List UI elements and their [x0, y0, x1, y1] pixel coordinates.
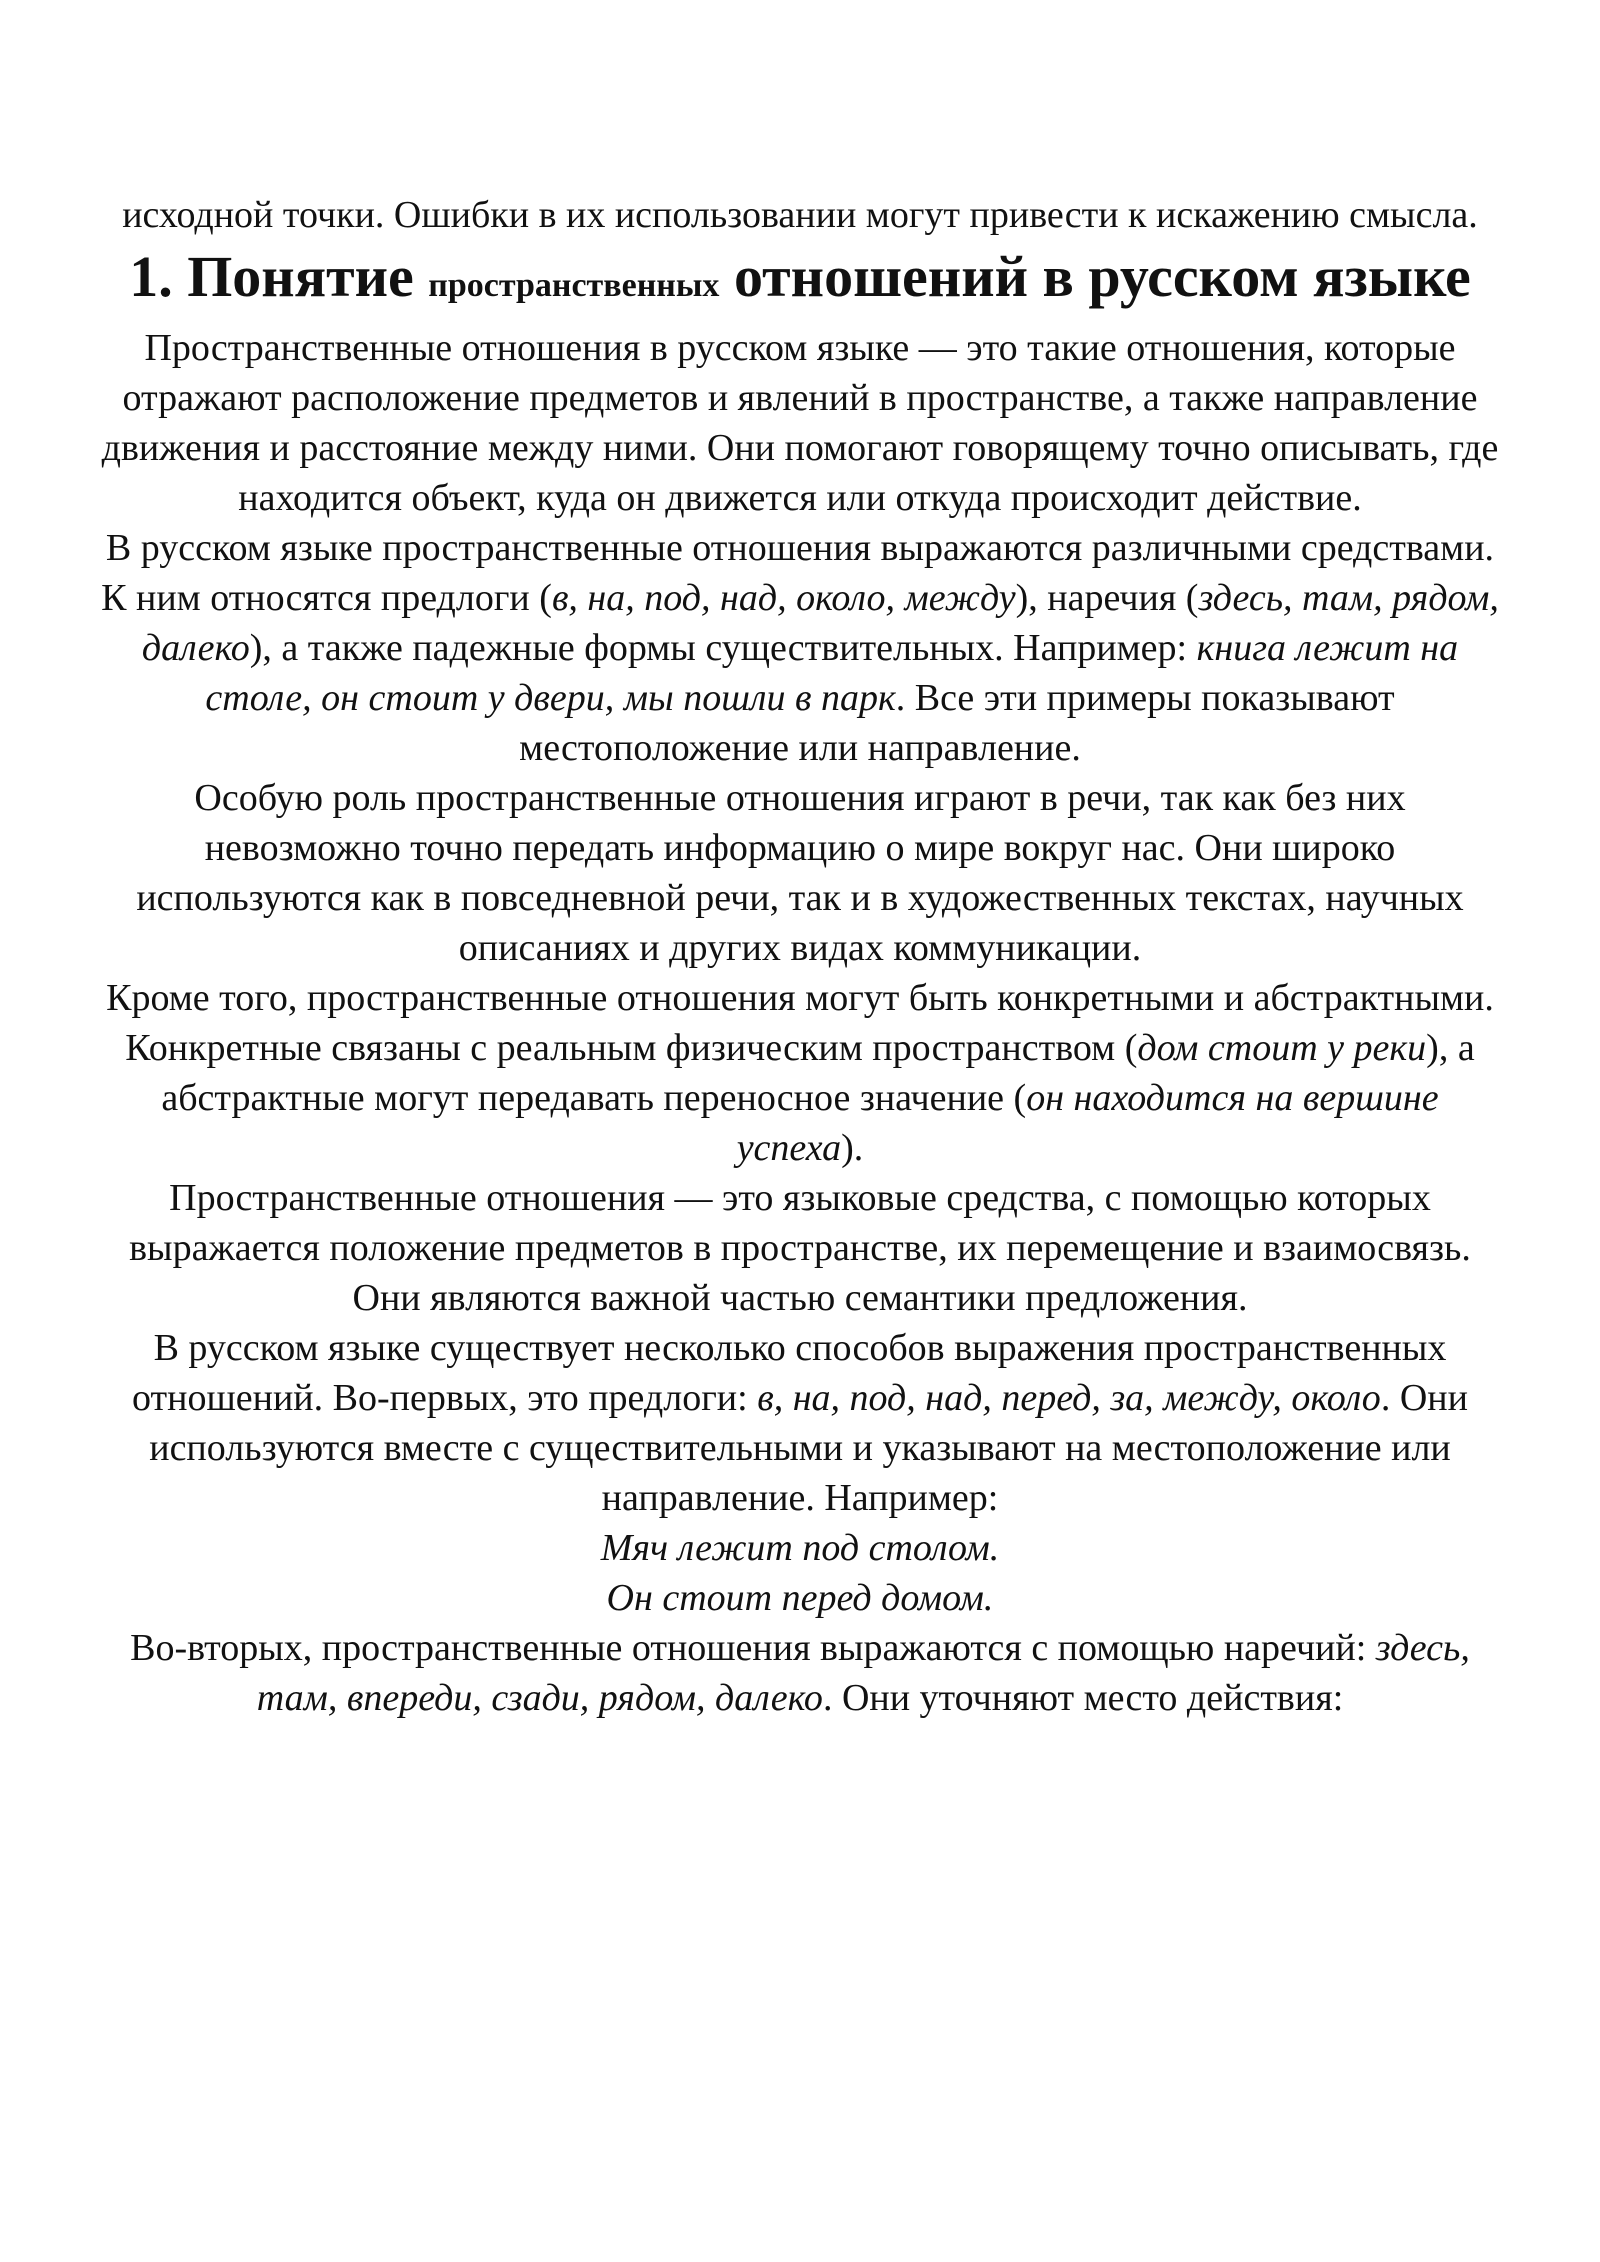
heading-word-2: пространственных	[428, 267, 720, 304]
example-line-2	[100, 1573, 1500, 1623]
text-run: ), наречия (	[1015, 577, 1199, 619]
paragraph-definition: Пространственные отношения в русском языке — это такие отношения, которые отражают расположение предметов и явлений в пространстве, а также направление движения и расстояние между ними. Они помогают говорящему точно описывать, где находится объект, куда он движется или откуда происходит действие.	[101, 327, 1499, 519]
italic-example: он находится на вершине успеха	[736, 1077, 1439, 1169]
heading-rest: отношений в русском языке	[733, 244, 1471, 309]
text-run: В русском языке пространственные отношения выражаются различными средствами. К ним относятся предлоги (	[101, 527, 1495, 619]
text-run: ), а также падежные формы существительных. Например:	[249, 627, 1197, 669]
text-run: . Они используются вместе с существительными и указывают на местоположение или направление. Например:	[149, 1377, 1468, 1519]
paragraph-means	[100, 523, 1500, 773]
paragraph-prepositions	[100, 1323, 1500, 1523]
section-heading	[100, 242, 1500, 321]
example-line-1	[100, 1523, 1500, 1573]
heading-word-1: Понятие	[187, 244, 414, 309]
italic-example: дом стоит у реки	[1137, 1027, 1427, 1069]
paragraph-concrete-abstract	[100, 973, 1500, 1173]
text-run: . Они уточняют место действия:	[822, 1677, 1344, 1719]
paragraph-adverbs	[100, 1623, 1500, 1723]
italic-example: здесь, там, рядом, далеко	[141, 577, 1499, 669]
paragraph-language-means: Пространственные отношения — это языковые средства, с помощью которых выражается положение предметов в пространстве, их перемещение и взаимосвязь. Они являются важной частью семантики предложения.	[129, 1177, 1471, 1319]
italic-example: в, на, под, над, перед, за, между, около	[757, 1377, 1381, 1419]
italic-example: здесь, там, впереди, сзади, рядом, далеко	[256, 1627, 1470, 1719]
text-run: Кроме того, пространственные отношения могут быть конкретными и абстрактными. Конкретные связаны с реальным физическим пространством (	[106, 977, 1494, 1069]
italic-example: в, на, под, над, около, между	[551, 577, 1016, 619]
italic-example: Он стоит перед домом.	[606, 1577, 994, 1619]
italic-example: Мяч лежит под столом.	[600, 1527, 1000, 1569]
text-run: ), а абстрактные могут передавать переносное значение (	[161, 1027, 1475, 1119]
text-run: ).	[841, 1127, 864, 1169]
heading-number: 1.	[129, 244, 173, 309]
paragraph-role: Особую роль пространственные отношения играют в речи, так как без них невозможно точно передать информацию о мире вокруг нас. Они широко используются как в повседневной речи, так и в художественных текстах, научных описаниях и других видах коммуникации.	[136, 777, 1464, 969]
intro-paragraph: исходной точки. Ошибки в их использовании могут привести к искажению смысла.	[122, 194, 1478, 236]
text-run: В русском языке существует несколько способов выражения пространственных отношений. Во-первых, это предлоги:	[132, 1327, 1447, 1419]
italic-example: книга лежит на столе, он стоит у двери, мы пошли в парк	[205, 627, 1459, 719]
text-run: Во-вторых, пространственные отношения выражаются с помощью наречий:	[130, 1627, 1376, 1669]
text-run: . Все эти примеры показывают местоположение или направление.	[519, 677, 1395, 769]
